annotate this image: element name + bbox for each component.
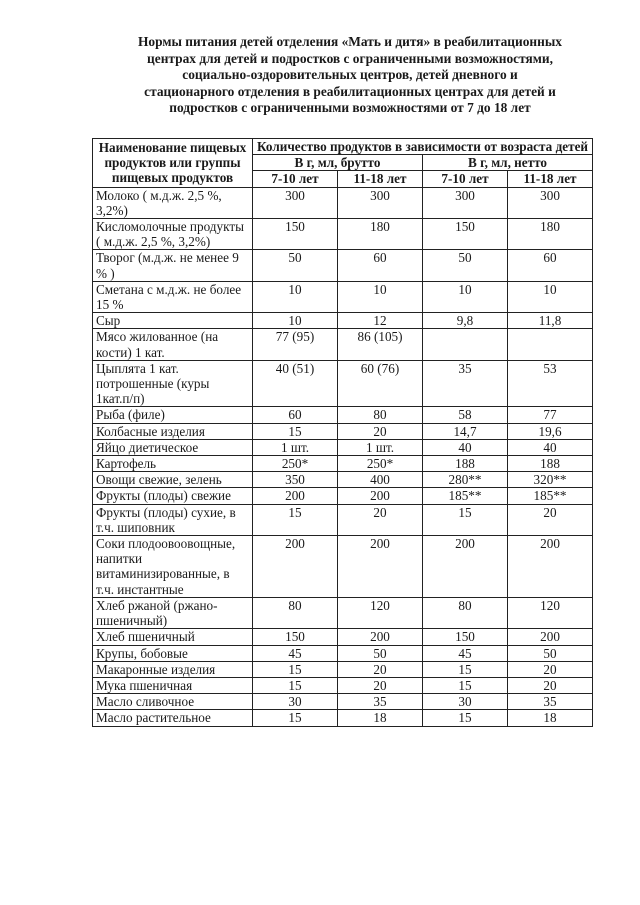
table-row	[93, 488, 593, 504]
product-name-cell: Рыба (филе)	[93, 407, 253, 423]
table-row	[93, 694, 593, 710]
quantity-cell: 50	[338, 645, 423, 661]
quantity-cell: 320**	[508, 472, 593, 488]
quantity-cell: 11,8	[508, 313, 593, 329]
quantity-cell: 12	[338, 313, 423, 329]
table-row	[93, 661, 593, 677]
table-row	[93, 456, 593, 472]
quantity-cell: 60	[253, 407, 338, 423]
quantity-cell: 1 шт.	[253, 439, 338, 455]
product-name-cell: Колбасные изделия	[93, 423, 253, 439]
table-body	[93, 187, 593, 726]
quantity-cell: 80	[338, 407, 423, 423]
quantity-cell: 60 (76)	[338, 360, 423, 407]
product-name-cell: Фрукты (плоды) свежие	[93, 488, 253, 504]
quantity-cell: 150	[423, 629, 508, 645]
quantity-cell: 185**	[508, 488, 593, 504]
table-row	[93, 329, 593, 360]
quantity-cell: 200	[338, 536, 423, 598]
quantity-cell: 15	[423, 504, 508, 535]
quantity-cell: 400	[338, 472, 423, 488]
quantity-cell: 150	[423, 219, 508, 250]
quantity-cell	[423, 329, 508, 360]
title-line: центрах для детей и подростков с ограниченными возможностями,	[147, 50, 553, 66]
quantity-cell: 53	[508, 360, 593, 407]
quantity-cell: 20	[508, 661, 593, 677]
product-name-cell: Картофель	[93, 456, 253, 472]
quantity-cell: 15	[253, 661, 338, 677]
quantity-cell: 60	[338, 250, 423, 281]
age-header: 11-18 лет	[338, 171, 423, 187]
product-column-header: Наименование пищевых продуктов или группы пищевых продуктов	[93, 139, 253, 188]
quantity-cell: 10	[508, 281, 593, 312]
table-row	[93, 504, 593, 535]
quantity-cell: 50	[423, 250, 508, 281]
product-name-cell: Макаронные изделия	[93, 661, 253, 677]
product-name-cell: Масло сливочное	[93, 694, 253, 710]
quantity-cell: 150	[253, 219, 338, 250]
table-row	[93, 281, 593, 312]
quantity-cell: 185**	[423, 488, 508, 504]
quantity-cell: 15	[253, 677, 338, 693]
quantity-cell: 40 (51)	[253, 360, 338, 407]
quantity-cell: 77 (95)	[253, 329, 338, 360]
quantity-cell: 200	[338, 488, 423, 504]
table-row	[93, 250, 593, 281]
quantity-cell: 9,8	[423, 313, 508, 329]
nutrition-norms-table	[92, 138, 593, 727]
table-row	[93, 219, 593, 250]
quantity-cell: 15	[253, 423, 338, 439]
quantity-cell: 18	[338, 710, 423, 726]
age-header: 11-18 лет	[508, 171, 593, 187]
product-name-cell: Сыр	[93, 313, 253, 329]
quantity-cell: 200	[338, 629, 423, 645]
quantity-cell: 200	[253, 488, 338, 504]
quantity-cell: 15	[253, 710, 338, 726]
quantity-cell: 20	[338, 504, 423, 535]
product-name-cell: Масло растительное	[93, 710, 253, 726]
quantity-cell: 80	[253, 597, 338, 628]
quantity-cell: 280**	[423, 472, 508, 488]
age-header: 7-10 лет	[423, 171, 508, 187]
quantity-cell: 15	[423, 677, 508, 693]
quantity-cell: 180	[508, 219, 593, 250]
table-row	[93, 597, 593, 628]
table-row	[93, 439, 593, 455]
product-name-cell: Цыплята 1 кат. потрошенные (куры 1кат.п/п)	[93, 360, 253, 407]
table-row	[93, 710, 593, 726]
title-line: Нормы питания детей отделения «Мать и дитя» в реабилитационных	[138, 34, 562, 49]
title-line: подростков с ограниченными возможностями от 7 до 18 лет	[169, 100, 531, 116]
quantity-cell: 15	[253, 504, 338, 535]
quantity-cell: 50	[508, 645, 593, 661]
table-row	[93, 407, 593, 423]
quantity-cell: 40	[423, 439, 508, 455]
table-row	[93, 187, 593, 218]
quantity-cell: 10	[338, 281, 423, 312]
product-name-cell: Овощи свежие, зелень	[93, 472, 253, 488]
quantity-cell: 200	[508, 536, 593, 598]
netto-header: В г, мл, нетто	[423, 155, 593, 171]
title-line: стационарного отделения в реабилитационных центрах для детей и	[144, 83, 556, 99]
quantity-cell: 35	[338, 694, 423, 710]
brutto-header: В г, мл, брутто	[253, 155, 423, 171]
quantity-cell: 20	[338, 423, 423, 439]
quantity-cell: 250*	[253, 456, 338, 472]
quantity-cell: 77	[508, 407, 593, 423]
quantity-cell: 120	[338, 597, 423, 628]
quantity-cell: 20	[508, 677, 593, 693]
quantity-cell: 120	[508, 597, 593, 628]
quantity-cell: 10	[253, 313, 338, 329]
quantity-cell: 18	[508, 710, 593, 726]
quantity-cell: 15	[423, 661, 508, 677]
quantity-cell: 10	[253, 281, 338, 312]
quantity-cell: 300	[508, 187, 593, 218]
table-row	[93, 472, 593, 488]
quantity-cell: 200	[423, 536, 508, 598]
quantity-cell: 30	[253, 694, 338, 710]
quantity-cell: 300	[253, 187, 338, 218]
quantity-cell: 200	[508, 629, 593, 645]
product-name-cell: Мука пшеничная	[93, 677, 253, 693]
product-name-cell: Яйцо диетическое	[93, 439, 253, 455]
product-name-cell: Мясо жилованное (на кости) 1 кат.	[93, 329, 253, 360]
quantity-cell: 20	[508, 504, 593, 535]
quantity-cell: 45	[423, 645, 508, 661]
product-name-cell: Творог (м.д.ж. не менее 9 % )	[93, 250, 253, 281]
product-name-cell: Сметана с м.д.ж. не более 15 %	[93, 281, 253, 312]
quantity-cell: 20	[338, 661, 423, 677]
table-row	[93, 645, 593, 661]
quantity-cell: 60	[508, 250, 593, 281]
table-header	[93, 139, 593, 188]
quantity-cell: 40	[508, 439, 593, 455]
quantity-cell: 15	[423, 710, 508, 726]
quantity-cell: 188	[508, 456, 593, 472]
product-name-cell: Крупы, бобовые	[93, 645, 253, 661]
quantity-cell: 45	[253, 645, 338, 661]
quantity-column-header: Количество продуктов в зависимости от возраста детей	[253, 139, 593, 155]
product-name-cell: Хлеб пшеничный	[93, 629, 253, 645]
quantity-cell: 188	[423, 456, 508, 472]
product-name-cell: Соки плодоовоовощные, напитки витаминизированные, в т.ч. инстантные	[93, 536, 253, 598]
quantity-cell: 350	[253, 472, 338, 488]
table-row	[93, 629, 593, 645]
table-row	[93, 313, 593, 329]
quantity-cell: 35	[508, 694, 593, 710]
age-header: 7-10 лет	[253, 171, 338, 187]
table-row	[93, 423, 593, 439]
quantity-cell: 200	[253, 536, 338, 598]
quantity-cell: 250*	[338, 456, 423, 472]
table-row	[93, 360, 593, 407]
quantity-cell: 300	[338, 187, 423, 218]
quantity-cell: 180	[338, 219, 423, 250]
quantity-cell: 58	[423, 407, 508, 423]
product-name-cell: Хлеб ржаной (ржано-пшеничный)	[93, 597, 253, 628]
title-line: социально-оздоровительных центров, детей дневного и	[182, 67, 518, 83]
quantity-cell	[508, 329, 593, 360]
quantity-cell: 20	[338, 677, 423, 693]
product-name-cell: Молоко ( м.д.ж. 2,5 %, 3,2%)	[93, 187, 253, 218]
quantity-cell: 19,6	[508, 423, 593, 439]
quantity-cell: 10	[423, 281, 508, 312]
quantity-cell: 50	[253, 250, 338, 281]
product-name-cell: Кисломолочные продукты ( м.д.ж. 2,5 %, 3,2%)	[93, 219, 253, 250]
quantity-cell: 14,7	[423, 423, 508, 439]
quantity-cell: 80	[423, 597, 508, 628]
quantity-cell: 86 (105)	[338, 329, 423, 360]
quantity-cell: 30	[423, 694, 508, 710]
quantity-cell: 300	[423, 187, 508, 218]
product-name-cell: Фрукты (плоды) сухие, в т.ч. шиповник	[93, 504, 253, 535]
quantity-cell: 35	[423, 360, 508, 407]
document-title	[60, 34, 640, 117]
quantity-cell: 150	[253, 629, 338, 645]
quantity-cell: 1 шт.	[338, 439, 423, 455]
table-row	[93, 536, 593, 598]
table-row	[93, 677, 593, 693]
